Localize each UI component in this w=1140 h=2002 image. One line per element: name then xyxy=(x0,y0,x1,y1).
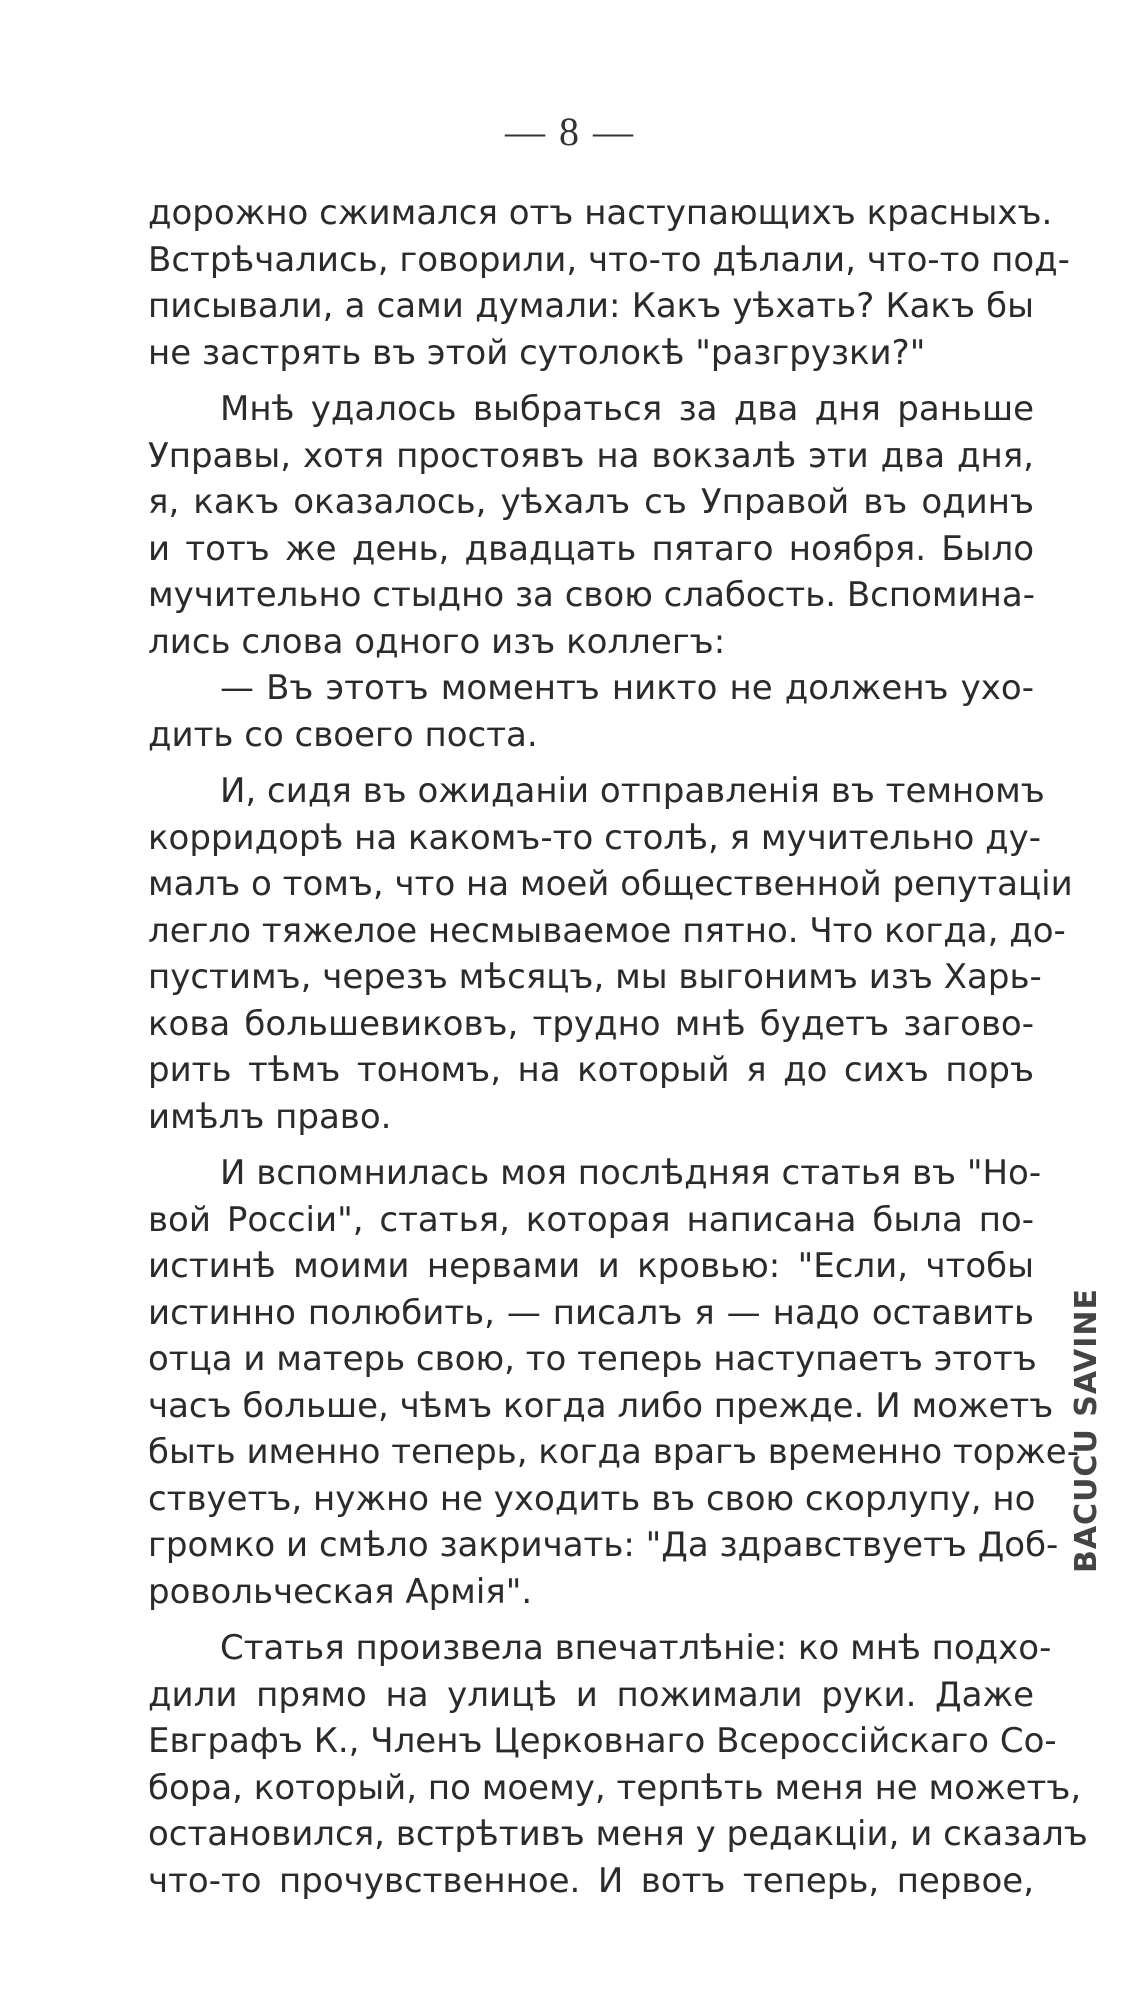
text-line: малъ о томъ, что на моей общественной репутаціи xyxy=(148,864,1073,904)
paragraph xyxy=(148,1150,1079,1615)
text-line: ствуетъ, нужно не уходить въ свою скорлупу, но xyxy=(148,1478,1036,1519)
paragraph xyxy=(148,768,1073,1140)
text-line: истинѣ моими нервами и кровью: "Если, чтобы xyxy=(148,1246,1034,1286)
text-line: громко и смѣло закричать: "Да здравствуетъ Доб- xyxy=(148,1525,1059,1565)
text-line: дить со своего поста. xyxy=(148,714,538,755)
text-line: легло тяжелое несмываемое пятно. Что когда, до- xyxy=(148,910,1066,951)
text-line: — Въ этотъ моментъ никто не долженъ ухо- xyxy=(220,668,1034,708)
text-line: Управы, хотя простоявъ на вокзалѣ эти два дня, xyxy=(148,435,1034,476)
text-line: лись слова одного изъ коллегъ: xyxy=(148,621,726,662)
library-stamp xyxy=(1062,1250,1112,1610)
text-line: И, сидя въ ожиданіи отправленія въ темномъ xyxy=(220,771,1045,811)
stamp-text: BACUCU SAVINE xyxy=(1069,1287,1105,1573)
paragraph xyxy=(148,1625,1088,1904)
text-line: писывали, а сами думали: Какъ уѣхать? Какъ бы xyxy=(148,286,1034,326)
text-line: Встрѣчались, говорили, что-то дѣлали, что-то под- xyxy=(148,239,1070,280)
text-line: ровольческая Армія". xyxy=(148,1571,533,1612)
text-line: Евграфъ К., Членъ Церковнаго Всероссійскаго Со- xyxy=(148,1721,1057,1761)
text-line: кова большевиковъ, трудно мнѣ будетъ загово- xyxy=(148,1003,1034,1044)
text-line: Статья произвела впечатлѣніе: ко мнѣ подхо- xyxy=(220,1628,1052,1668)
text-line: я, какъ оказалось, уѣхалъ съ Управой въ одинъ xyxy=(148,482,1034,522)
text-line: пустимъ, черезъ мѣсяцъ, мы выгонимъ изъ Харь- xyxy=(148,957,1042,997)
text-line: мучительно стыдно за свою слабость. Вспомина- xyxy=(148,575,1035,615)
text-line: часъ больше, чѣмъ когда либо прежде. И можетъ xyxy=(148,1385,1054,1426)
text-line: дорожно сжимался отъ наступающихъ красныхъ. xyxy=(148,193,1053,233)
text-line: бора, который, по моему, терпѣть меня не можетъ, xyxy=(148,1767,1082,1808)
text-line: и тотъ же день, двадцать пятаго ноября. Было xyxy=(148,528,1034,569)
page-number: — 8 — xyxy=(505,109,635,154)
text-line: дили прямо на улицѣ и пожимали руки. Даже xyxy=(148,1674,1034,1715)
text-line: корридорѣ на какомъ-то столѣ, я мучительно ду- xyxy=(148,817,1042,858)
text-line: отца и матерь свою, то теперь наступаетъ этотъ xyxy=(148,1339,1037,1379)
text-line: вой Россіи", статья, которая написана была по- xyxy=(148,1199,1034,1240)
text-line: истинно полюбить, — писалъ я — надо оставить xyxy=(148,1292,1034,1333)
text-line: рить тѣмъ тономъ, на который я до сихъ поръ xyxy=(148,1050,1034,1090)
paragraph xyxy=(148,665,1034,758)
text-line: не застрять въ этой сутолокѣ "разгрузки?" xyxy=(148,332,926,373)
text-line: быть именно теперь, когда врагъ временно торже- xyxy=(148,1432,1079,1472)
paragraph xyxy=(148,190,1070,376)
text-line: остановился, встрѣтивъ меня у редакціи, и сказалъ xyxy=(148,1814,1088,1854)
paragraph xyxy=(148,386,1034,665)
text-line: И вспомнилась моя послѣдняя статья въ "Но- xyxy=(220,1153,1042,1193)
text-line: имѣлъ право. xyxy=(148,1096,392,1137)
text-line: Мнѣ удалось выбраться за два дня раньше xyxy=(220,389,1034,429)
text-line: что-то прочувственное. И вотъ теперь, первое, xyxy=(148,1860,1034,1901)
